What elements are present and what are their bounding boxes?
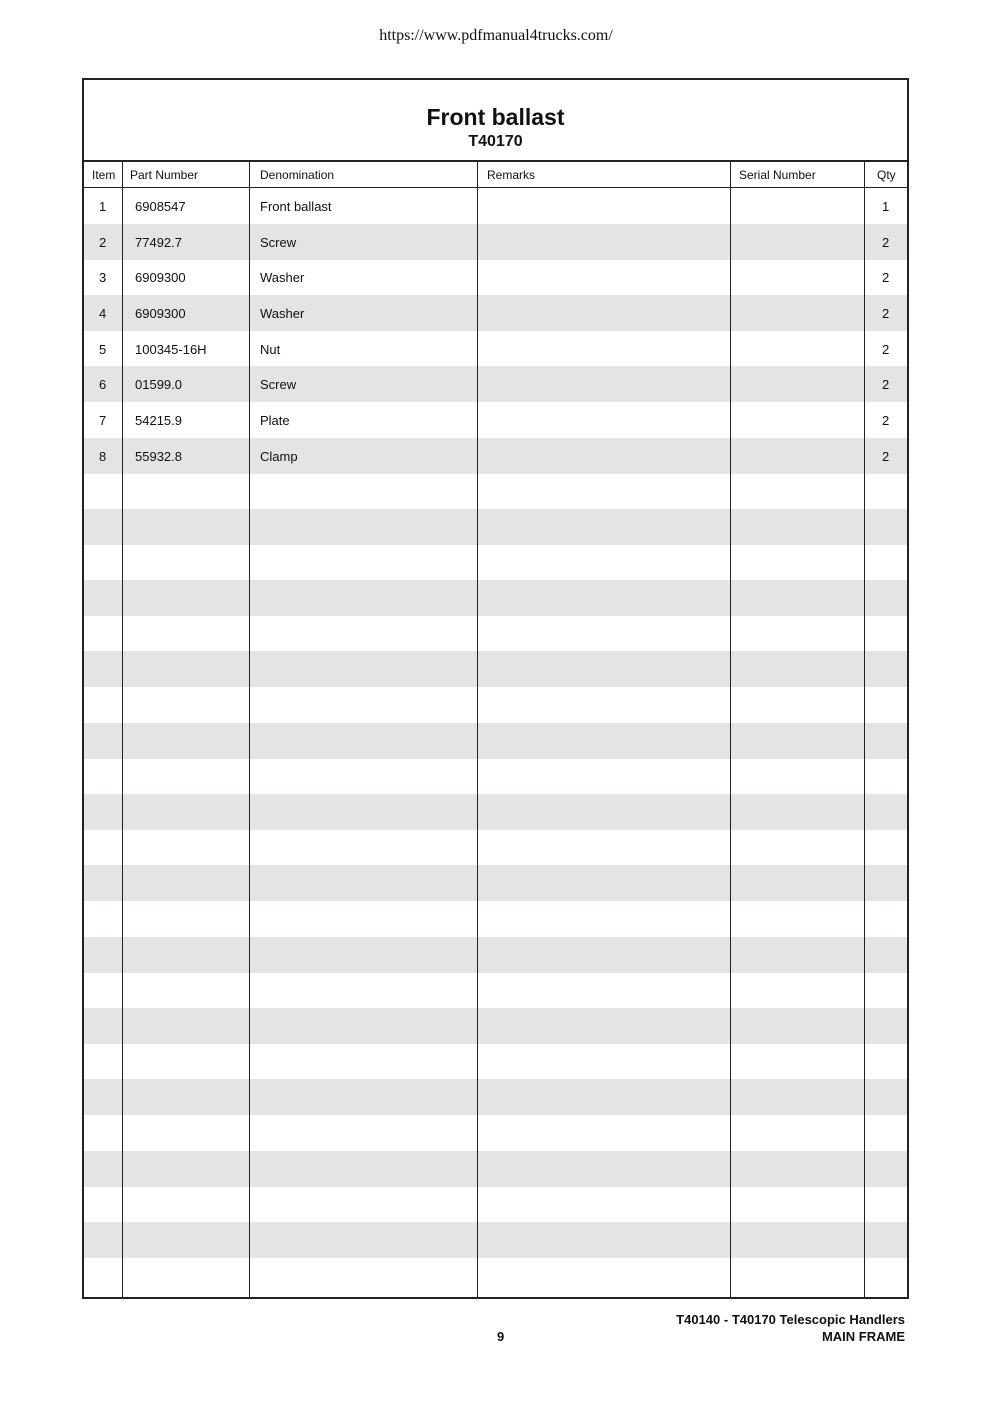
cell-denomination: Front ballast <box>260 199 332 214</box>
cell-part-number: 77492.7 <box>135 234 182 250</box>
table-header <box>84 162 907 188</box>
col-header-remarks: Remarks <box>487 168 536 182</box>
table-row <box>84 1044 907 1080</box>
cell-qty: 2 <box>882 234 890 250</box>
cell-item: 6 <box>99 377 107 393</box>
cell-qty: 2 <box>882 270 890 286</box>
table-row <box>84 616 907 652</box>
column-divider <box>122 160 123 1297</box>
column-divider <box>730 160 731 1297</box>
column-divider <box>477 160 478 1297</box>
table-row <box>84 259 907 295</box>
footer-product: T40140 - T40170 Telescopic Handlers <box>676 1312 905 1327</box>
page-title: Front ballast <box>426 104 565 130</box>
cell-denomination: Plate <box>260 412 290 428</box>
cell-item: 2 <box>99 234 107 250</box>
title-box <box>84 80 907 162</box>
cell-qty: 2 <box>882 305 890 321</box>
col-header-qty: Qty <box>877 168 896 182</box>
table-row <box>84 687 907 723</box>
table-row <box>84 1115 907 1151</box>
table-row <box>84 651 907 687</box>
cell-qty: 2 <box>882 341 890 357</box>
table-row <box>84 830 907 866</box>
cell-qty: 2 <box>882 377 890 393</box>
col-header-part-number: Part Number <box>130 168 199 182</box>
cell-item: 7 <box>99 412 107 428</box>
table-row <box>84 972 907 1008</box>
table-row <box>84 723 907 759</box>
cell-item: 1 <box>99 199 107 214</box>
cell-qty: 2 <box>882 448 890 464</box>
col-header-denomination: Denomination <box>260 168 335 182</box>
table-row <box>84 1151 907 1187</box>
table-row <box>84 865 907 901</box>
model-code: T40170 <box>468 133 523 150</box>
table-row <box>84 937 907 973</box>
cell-part-number: 54215.9 <box>135 412 182 428</box>
cell-denomination: Screw <box>260 234 297 250</box>
cell-part-number: 55932.8 <box>135 448 182 464</box>
table-row <box>84 509 907 545</box>
cell-denomination: Screw <box>260 377 297 393</box>
table-body <box>84 188 907 1297</box>
table-row <box>84 402 907 438</box>
footer-section: MAIN FRAME <box>821 1329 905 1344</box>
table-row <box>84 1258 907 1294</box>
page-number: 9 <box>497 1329 505 1344</box>
column-divider <box>864 160 865 1297</box>
table-row <box>84 366 907 402</box>
cell-item: 4 <box>99 305 107 321</box>
cell-part-number: 100345-16H <box>135 341 207 357</box>
table-row <box>84 224 907 260</box>
cell-part-number: 6908547 <box>135 199 186 214</box>
cell-qty: 2 <box>882 412 890 428</box>
table-row <box>84 545 907 581</box>
cell-denomination: Clamp <box>260 448 298 464</box>
col-header-item: Item <box>92 168 116 182</box>
table-row <box>84 1186 907 1222</box>
table-row <box>84 331 907 367</box>
table-row <box>84 580 907 616</box>
cell-denomination: Washer <box>260 305 305 321</box>
parts-table <box>82 78 909 1299</box>
cell-part-number: 6909300 <box>135 270 186 286</box>
cell-denomination: Nut <box>260 341 281 357</box>
cell-part-number: 6909300 <box>135 305 186 321</box>
table-row <box>84 1222 907 1258</box>
cell-item: 3 <box>99 270 107 286</box>
table-row <box>84 1079 907 1115</box>
cell-item: 5 <box>99 341 107 357</box>
table-row <box>84 438 907 474</box>
cell-qty: 1 <box>882 199 890 214</box>
table-row <box>84 1008 907 1044</box>
table-row <box>84 188 907 224</box>
table-row <box>84 758 907 794</box>
cell-part-number: 01599.0 <box>135 377 182 393</box>
cell-item: 8 <box>99 448 107 464</box>
table-row <box>84 901 907 937</box>
header-url: https://www.pdfmanual4trucks.com/ <box>379 27 613 44</box>
column-divider <box>249 160 250 1297</box>
cell-denomination: Washer <box>260 270 305 286</box>
col-header-serial-number: Serial Number <box>739 168 816 182</box>
table-row <box>84 794 907 830</box>
table-row <box>84 473 907 509</box>
table-row <box>84 295 907 331</box>
